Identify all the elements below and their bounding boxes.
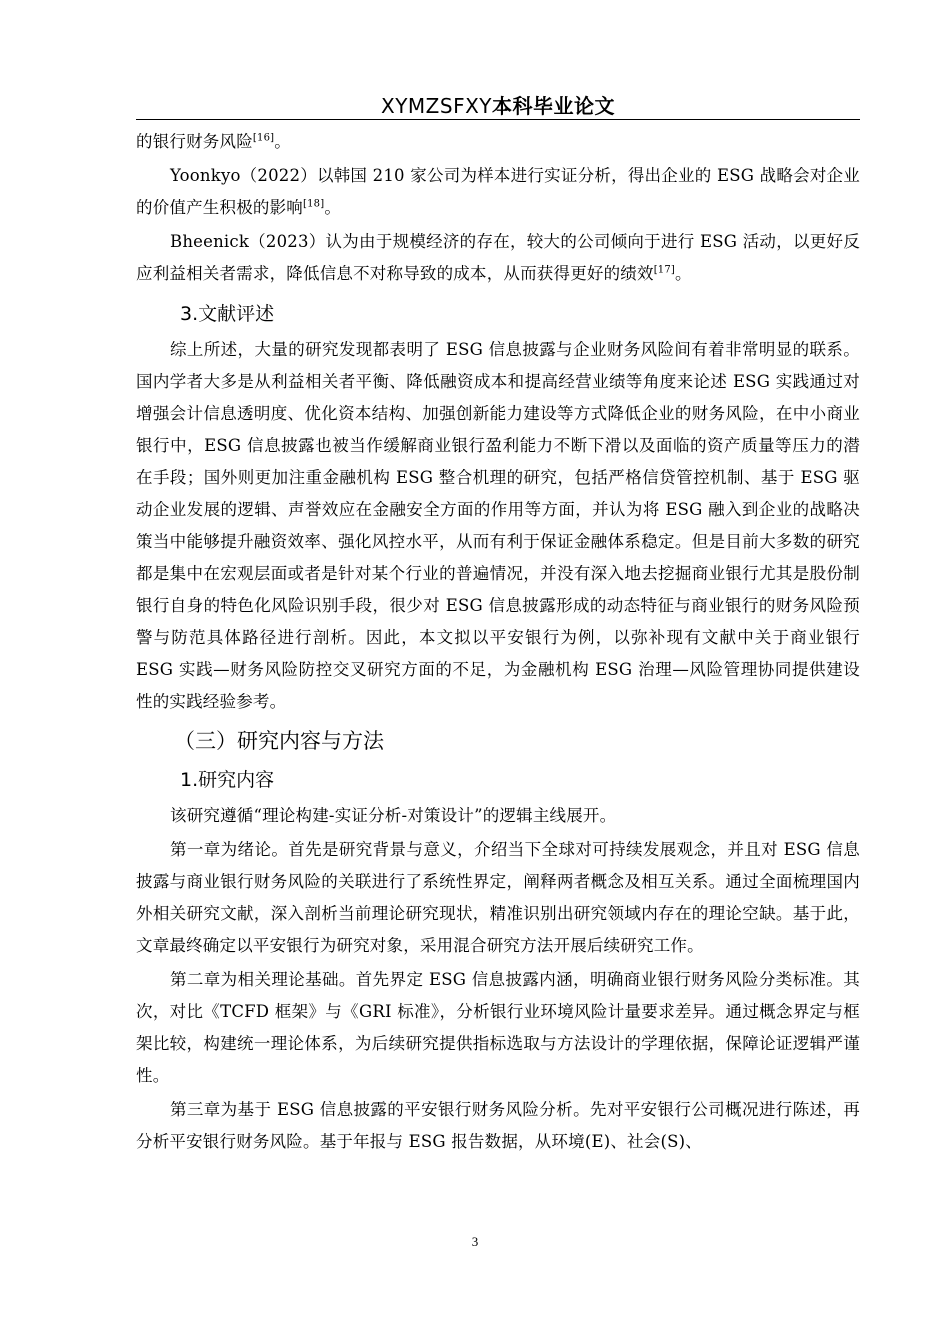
paragraph-1: 的银行财务风险[16]。 bbox=[136, 132, 291, 151]
paragraph-review: 综上所述，大量的研究发现都表明了 ESG 信息披露与企业财务风险间有着非常明显的联系。国内学者大多是从利益相关者平衡、降低融资成本和提高经营业绩等角度来论述 ESG 实践通过对增强会计信息透明度、优化资本结构、加强创新能力建设等方式降低企业的财务风险，在中小商业银行中，ESG 信息披露也被当作缓解商业银行盈利能力不断下滑以及面临的资产质量等压力的潜在手段；国外则更加注重金融机构 ESG 整合机理的研究，包括严格信贷管控机制、基于 ESG 驱动企业发展的逻辑、声誉效应在金融安全方面的作用等方面，并认为将 ESG 融入到企业的战略决策当中能够提升融资效率、强化风控水平，从而有利于保证金融体系稳定。但是目前大多数的研究都是集中在宏观层面或者是针对某个行业的普遍情况，并没有深入地去挖掘商业银行尤其是股份制银行自身的特色化风险识别手段，很少对 ESG 信息披露形成的动态特征与商业银行的财务风险预警与防范具体路径进行剖析。因此，本文拟以平安银行为例，以弥补现有文献中关于商业银行 ESG 实践—财务风险防控交叉研究方面的不足，为金融机构 ESG 治理—风险管理协同提供建设性的实践经验参考。 bbox=[136, 340, 860, 711]
header-code: XYMZSFXY bbox=[381, 94, 492, 118]
page-header bbox=[136, 94, 860, 118]
citation-17: [17] bbox=[653, 264, 676, 276]
paragraph-chapter-2: 第二章为相关理论基础。首先界定 ESG 信息披露内涵，明确商业银行财务风险分类标准。其次，对比《TCFD 框架》与《GRI 标准》，分析银行业环境风险计量要求差异。通过概念界定与框架比较，构建统一理论体系，为后续研究提供指标选取与方法设计的学理依据，保障论证逻辑严谨性。 bbox=[136, 970, 860, 1085]
heading-research-content-method: （三）研究内容与方法 bbox=[174, 729, 384, 753]
heading-research-content: 1.研究内容 bbox=[180, 769, 275, 791]
header-rule bbox=[136, 119, 860, 120]
citation-18: [18] bbox=[303, 198, 325, 210]
paragraph-bheenick: Bheenick（2023）认为由于规模经济的存在，较大的公司倾向于进行 ESG 活动，以更好反应利益相关者需求，降低信息不对称导致的成本，从而获得更好的绩效[17]。 bbox=[136, 232, 860, 283]
paragraph-yoonkyo: Yoonkyo（2022）以韩国 210 家公司为样本进行实证分析，得出企业的 ESG 战略会对企业的价值产生积极的影响[18]。 bbox=[136, 166, 860, 217]
citation-16: [16] bbox=[252, 132, 275, 144]
header-title: 本科毕业论文 bbox=[492, 94, 615, 118]
paragraph-chapter-3: 第三章为基于 ESG 信息披露的平安银行财务风险分析。先对平安银行公司概况进行陈述，再分析平安银行财务风险。基于年报与 ESG 报告数据，从环境(E)、社会(S)、 bbox=[136, 1100, 860, 1151]
paragraph-logic: 该研究遵循“理论构建-实证分析-对策设计”的逻辑主线展开。 bbox=[170, 806, 617, 825]
paragraph-chapter-1: 第一章为绪论。首先是研究背景与意义，介绍当下全球对可持续发展观念，并且对 ESG 信息披露与商业银行财务风险的关联进行了系统性界定，阐释两者概念及相互关系。通过全面梳理国内外相关研究文献，深入剖析当前理论研究现状，精准识别出研究领域内存在的理论空缺。基于此，文章最终确定以平安银行为研究对象，采用混合研究方法开展后续研究工作。 bbox=[136, 840, 860, 955]
document-body bbox=[136, 126, 860, 1158]
heading-literature-review: 3.文献评述 bbox=[180, 303, 275, 325]
page-number: 3 bbox=[471, 1234, 479, 1249]
